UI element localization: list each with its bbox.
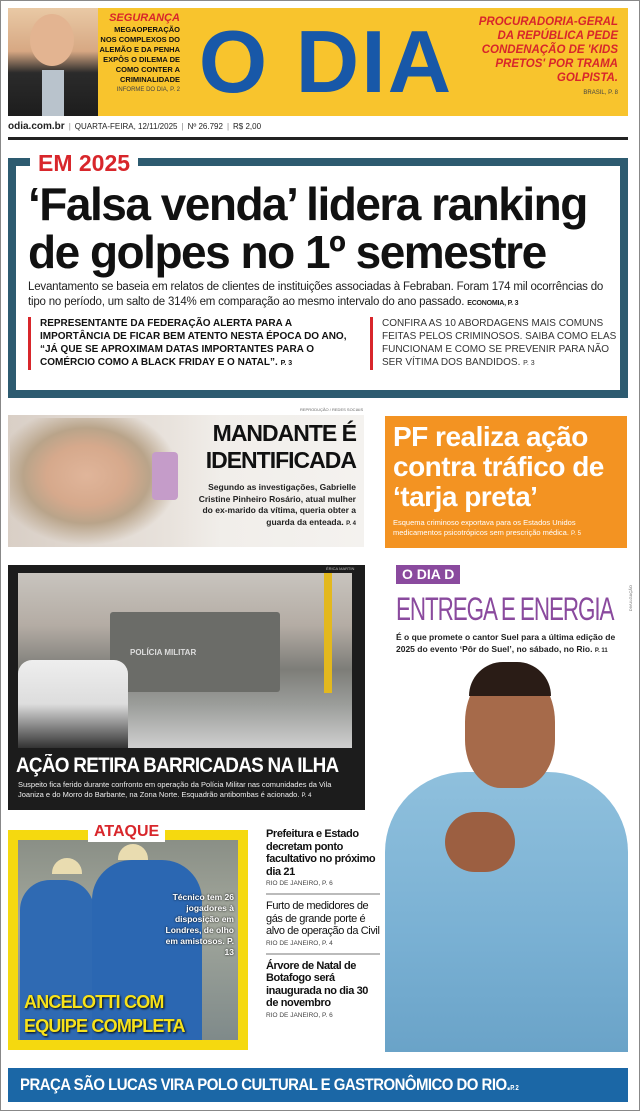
phone-image [152,452,178,500]
teaser-text: PROCURADORIA-GERAL DA REPÚBLICA PEDE CONDENAÇÃO DE 'KIDS PRETOS' POR TRAMA GOLPISTA. [478,16,618,84]
entrega-headline-box[interactable] [396,590,626,628]
pf-headline[interactable]: PF realiza ação contra tráfico de ‘tarja preta’ [393,421,604,512]
photo-credit: ÉRICA MARTIN [326,566,355,571]
pf-story[interactable] [385,416,627,548]
pole-image [324,573,332,693]
brief-title[interactable]: Árvore de Natal de Botafogo será inaugurada no dia 30 de novembro [266,959,369,1009]
banner-text: PRAÇA SÃO LUCAS VIRA POLO CULTURAL E GASTRONÔMICO DO RIO. [20,1075,511,1094]
story-text: Esquema criminoso exportava para os Estados Unidos medicamentos psicotrópicos sem prescrição médica. [393,518,576,537]
columnist-photo [8,8,98,116]
section-label: ATAQUE [88,822,165,842]
banner-content [20,1068,518,1102]
col-ref: P. 3 [280,360,293,367]
site-url[interactable]: odia.com.br [8,121,65,132]
story-ref: P. 5 [571,531,581,537]
bottom-banner[interactable] [8,1068,628,1102]
brief-title[interactable]: Furto de medidores de gás de grande porte é alvo de operação da Civil [266,900,380,937]
story-text: É o que promete o cantor Suel para a última edição de 2025 do evento ‘Pôr do Suel’, no sábado, no Rio. [396,632,616,654]
brief-ref: RIO DE JANEIRO, P. 6 [266,880,333,887]
police-truck-image [110,612,280,692]
teaser-security[interactable] [96,12,180,94]
mandante-text [196,482,356,530]
col-text: REPRESENTANTE DA FEDERAÇÃO ALERTA PARA A IMPORTÂNCIA DE FICAR BEM ATENTO NESTA ÉPOCA DO ANO, “JÁ QUE SE APROXIMAM DATAS IMPORTANTES PARA O COMÉRCIO COMO A BLACK FRIDAY E O NATAL”. [40,318,347,368]
col-text: CONFIRA AS 10 ABORDAGENS MAIS COMUNS FEITAS PELOS CRIMINOSOS. SAIBA COMO ELAS FUNCIONAM E COMO SE PREVENIR PARA NÃO SER VÍTIMA DOS BANDIDOS. [382,318,617,368]
singer-photo [385,662,628,1052]
teaser-ref: BRASIL, P. 8 [583,90,618,96]
mandante-headline[interactable]: MANDANTE É IDENTIFICADA [205,420,356,473]
entrega-headline[interactable]: ENTREGA E ENERGIA [396,591,614,627]
main-headline[interactable]: ‘Falsa venda’ lidera ranking de golpes no 1º semestre [28,178,587,278]
acao-headline[interactable]: AÇÃO RETIRA BARRICADAS NA ILHA [16,754,339,777]
acao-headline-box[interactable] [16,753,356,779]
edition-info: odia.com.br | QUARTA-FEIRA, 12/11/2025 | Nº 26.792 | R$ 2,00 [8,121,262,132]
briefs-list [266,828,380,1030]
banner-ref: P. 2 [510,1085,519,1092]
ancelotti-text: Técnico tem 26 jogadores à disposição em Londres, de olho em amistosos. P. 13 [165,892,234,957]
section-label: O DIA D [396,565,460,584]
sidebar-column-1 [28,317,358,370]
brief-item[interactable] [266,900,380,955]
acao-text [18,780,358,801]
pf-text [393,518,619,539]
brief-item[interactable] [266,828,380,895]
teaser-ref: INFORME DO DIA, P. 2 [116,87,180,93]
story-ref: P. 11 [594,647,608,654]
teaser-pgr[interactable] [470,15,618,97]
col-ref: P. 3 [523,360,535,367]
main-story-content [28,180,620,370]
main-kicker: EM 2025 [30,150,138,176]
teaser-text: MEGAOPERAÇÃO NOS COMPLEXOS DO ALEMÃO E DA PENHA EXPÔS O DILEMA DE COMO CONTER A CRIMINALIDADE [99,25,180,84]
price: R$ 2,00 [233,122,262,131]
photo-credit: DIVULGAÇÃO [628,585,633,612]
story-ref: P. 4 [346,520,356,527]
brief-ref: RIO DE JANEIRO, P. 4 [266,939,333,947]
story-ref: P. 4 [301,792,312,799]
logo[interactable]: O DIA [198,12,454,111]
edition-number: Nº 26.792 [187,122,223,131]
story-text: Suspeito fica ferido durante confronto em operação da Polícia Militar nas comunidades da Vila Joaniza e do Morro do Barbante, na Zona Norte. Esquadrão antibombas é acionado. [18,780,332,799]
main-summary [28,280,620,311]
divider [8,137,628,140]
brief-title[interactable]: Prefeitura e Estado decretam ponto facultativo no próximo dia 21 [266,828,376,878]
photo-credit: REPRODUÇÃO / REDES SOCIAIS [300,407,364,412]
brief-ref: RIO DE JANEIRO, P. 6 [266,1011,333,1019]
police-car-image [18,660,128,748]
ancelotti-headline[interactable]: ANCELOTTI COM EQUIPE COMPLETA [24,992,185,1036]
truck-text: POLÍCIA MILITAR [130,648,197,657]
sidebar-columns [28,317,620,370]
summary-ref: ECONOMIA, P. 3 [467,299,519,307]
teaser-kicker: SEGURANÇA [109,12,180,24]
brief-item[interactable] [266,960,380,1025]
story-text: Segundo as investigações, Gabrielle Cristine Pinheiro Rosário, atual mulher do ex-marido da vítima, queria obter a guarda da enteada. [198,482,356,527]
summary-text: Levantamento se baseia em relatos de clientes de instituições associadas à Febraban. Foram 174 mil ocorrências do tipo no período, um salto de 314% em comparação ao mesmo intervalo do ano passado. [28,281,604,308]
sidebar-column-2 [370,317,620,370]
date: QUARTA-FEIRA, 12/11/2025 [74,122,178,131]
entrega-text [396,632,626,657]
